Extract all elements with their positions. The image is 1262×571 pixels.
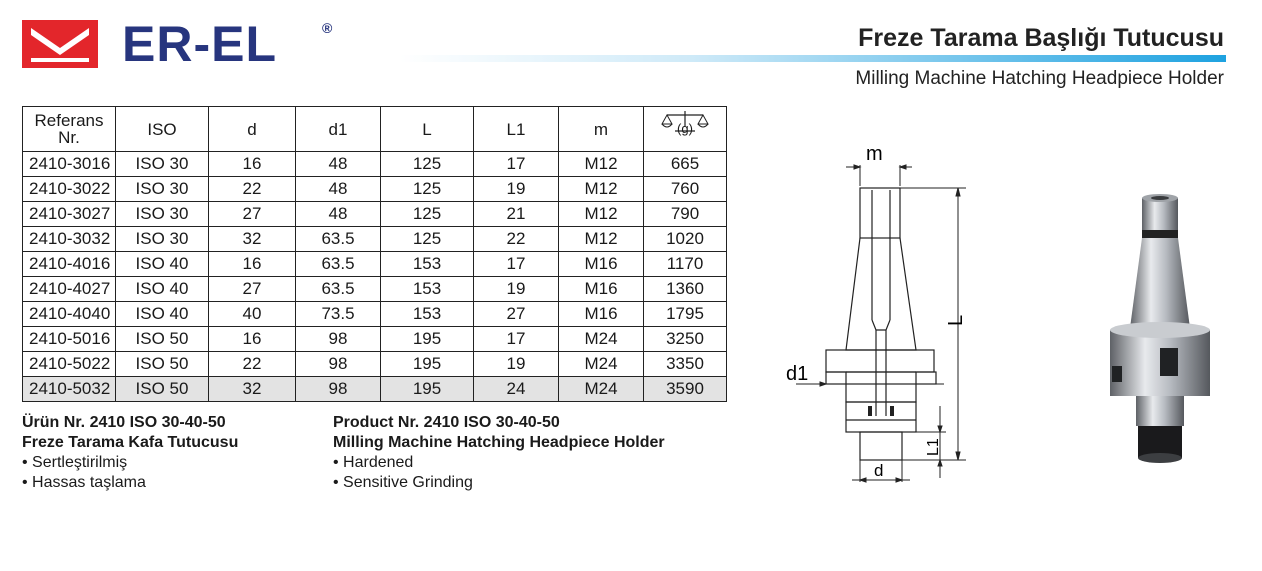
notes-turkish: [22, 413, 238, 493]
table-row: [23, 277, 727, 302]
cell-d: 27: [209, 277, 296, 302]
cell-weight: 1020: [644, 227, 727, 252]
note-product-name: Freze Tarama Kafa Tutucusu: [22, 434, 239, 451]
table-row: [23, 227, 727, 252]
cell-L1: 17: [474, 252, 559, 277]
cell-L: 153: [381, 302, 474, 327]
cell-ref: 2410-4016: [23, 252, 116, 277]
note-bullet: • Hardened: [333, 454, 414, 471]
cell-d1: 63.5: [296, 227, 381, 252]
cell-weight: 3350: [644, 352, 727, 377]
cell-m: M24: [559, 352, 644, 377]
cell-L: 195: [381, 377, 474, 402]
cell-d: 32: [209, 377, 296, 402]
cell-ref: 2410-5016: [23, 327, 116, 352]
spec-table: [22, 106, 727, 402]
cell-d: 22: [209, 177, 296, 202]
notes-english: [333, 413, 665, 493]
registered-mark: ®: [322, 20, 333, 36]
brand-name: ER-EL: [122, 16, 277, 72]
cell-ref: 2410-3027: [23, 202, 116, 227]
table-row: [23, 152, 727, 177]
cell-L: 125: [381, 177, 474, 202]
cell-iso: ISO 30: [116, 152, 209, 177]
cell-iso: ISO 30: [116, 177, 209, 202]
cell-weight: 3250: [644, 327, 727, 352]
cell-iso: ISO 40: [116, 302, 209, 327]
cell-ref: 2410-3032: [23, 227, 116, 252]
cell-iso: ISO 30: [116, 202, 209, 227]
cell-d1: 98: [296, 327, 381, 352]
note-bullet: • Sertleştirilmiş: [22, 454, 128, 471]
cell-weight: 790: [644, 202, 727, 227]
table-row: [23, 302, 727, 327]
cell-ref: 2410-5022: [23, 352, 116, 377]
table-row: [23, 352, 727, 377]
table-row: [23, 252, 727, 277]
cell-d: 32: [209, 227, 296, 252]
cell-m: M12: [559, 152, 644, 177]
cell-L: 153: [381, 252, 474, 277]
cell-L1: 27: [474, 302, 559, 327]
cell-L: 195: [381, 352, 474, 377]
cell-m: M16: [559, 277, 644, 302]
cell-d: 16: [209, 252, 296, 277]
cell-d: 40: [209, 302, 296, 327]
cell-L: 153: [381, 277, 474, 302]
weight-unit: (g): [677, 121, 693, 136]
table-row: [23, 327, 727, 352]
note-bullet: • Sensitive Grinding: [333, 474, 473, 491]
table-row: [23, 202, 727, 227]
cell-m: M24: [559, 377, 644, 402]
dim-label-d1: d1: [786, 363, 809, 385]
cell-L1: 19: [474, 352, 559, 377]
cell-ref: 2410-3022: [23, 177, 116, 202]
cell-d: 27: [209, 202, 296, 227]
cell-iso: ISO 40: [116, 252, 209, 277]
dim-label-L: L: [945, 314, 967, 326]
col-header-m: m: [559, 107, 644, 152]
cell-d1: 48: [296, 152, 381, 177]
cell-d1: 48: [296, 177, 381, 202]
cell-m: M16: [559, 302, 644, 327]
col-header-L: L: [381, 107, 474, 152]
note-bullet: • Hassas taşlama: [22, 474, 146, 491]
col-header-ref: Referans Nr.: [23, 107, 116, 152]
cell-L1: 22: [474, 227, 559, 252]
cell-ref: 2410-4027: [23, 277, 116, 302]
dim-label-m: m: [866, 143, 883, 165]
cell-weight: 3590: [644, 377, 727, 402]
note-product-nr: Product Nr. 2410 ISO 30-40-50: [333, 414, 560, 431]
cell-d: 22: [209, 352, 296, 377]
note-product-nr: Ürün Nr. 2410 ISO 30-40-50: [22, 414, 226, 431]
cell-L: 125: [381, 152, 474, 177]
cell-L: 125: [381, 227, 474, 252]
cell-L1: 21: [474, 202, 559, 227]
cell-iso: ISO 40: [116, 277, 209, 302]
cell-d: 16: [209, 152, 296, 177]
cell-L1: 24: [474, 377, 559, 402]
cell-weight: 665: [644, 152, 727, 177]
cell-iso: ISO 50: [116, 352, 209, 377]
cell-iso: ISO 50: [116, 377, 209, 402]
cell-m: M16: [559, 252, 644, 277]
cell-iso: ISO 30: [116, 227, 209, 252]
cell-L1: 19: [474, 277, 559, 302]
cell-d1: 63.5: [296, 252, 381, 277]
cell-m: M24: [559, 327, 644, 352]
col-header-d1: d1: [296, 107, 381, 152]
cell-iso: ISO 50: [116, 327, 209, 352]
page-title-en: Milling Machine Hatching Headpiece Holder: [855, 68, 1224, 89]
page-title-tr: Freze Tarama Başlığı Tutucusu: [858, 24, 1224, 52]
cell-L: 195: [381, 327, 474, 352]
table-row: [23, 377, 727, 402]
cell-d1: 98: [296, 352, 381, 377]
col-header-d: d: [209, 107, 296, 152]
cell-L1: 17: [474, 152, 559, 177]
cell-d1: 63.5: [296, 277, 381, 302]
col-header-iso: ISO: [116, 107, 209, 152]
cell-weight: 760: [644, 177, 727, 202]
cell-weight: 1170: [644, 252, 727, 277]
cell-ref: 2410-3016: [23, 152, 116, 177]
technical-drawing: [780, 138, 980, 490]
cell-ref: 2410-4040: [23, 302, 116, 327]
product-photo: [1100, 190, 1240, 480]
note-product-name: Milling Machine Hatching Headpiece Holder: [333, 434, 665, 451]
cell-m: M12: [559, 202, 644, 227]
cell-weight: 1795: [644, 302, 727, 327]
cell-d1: 48: [296, 202, 381, 227]
col-header-L1: L1: [474, 107, 559, 152]
cell-d: 16: [209, 327, 296, 352]
dim-label-d: d: [874, 461, 884, 480]
cell-L1: 19: [474, 177, 559, 202]
cell-ref: 2410-5032: [23, 377, 116, 402]
cell-m: M12: [559, 177, 644, 202]
cell-d1: 73.5: [296, 302, 381, 327]
cell-d1: 98: [296, 377, 381, 402]
cell-weight: 1360: [644, 277, 727, 302]
cell-L: 125: [381, 202, 474, 227]
table-row: [23, 177, 727, 202]
cell-m: M12: [559, 227, 644, 252]
title-gradient-bar: [400, 55, 1226, 62]
cell-L1: 17: [474, 327, 559, 352]
col-header-weight: [644, 107, 727, 152]
table-header-row: [23, 107, 727, 152]
dim-label-L1: L1: [925, 438, 942, 456]
